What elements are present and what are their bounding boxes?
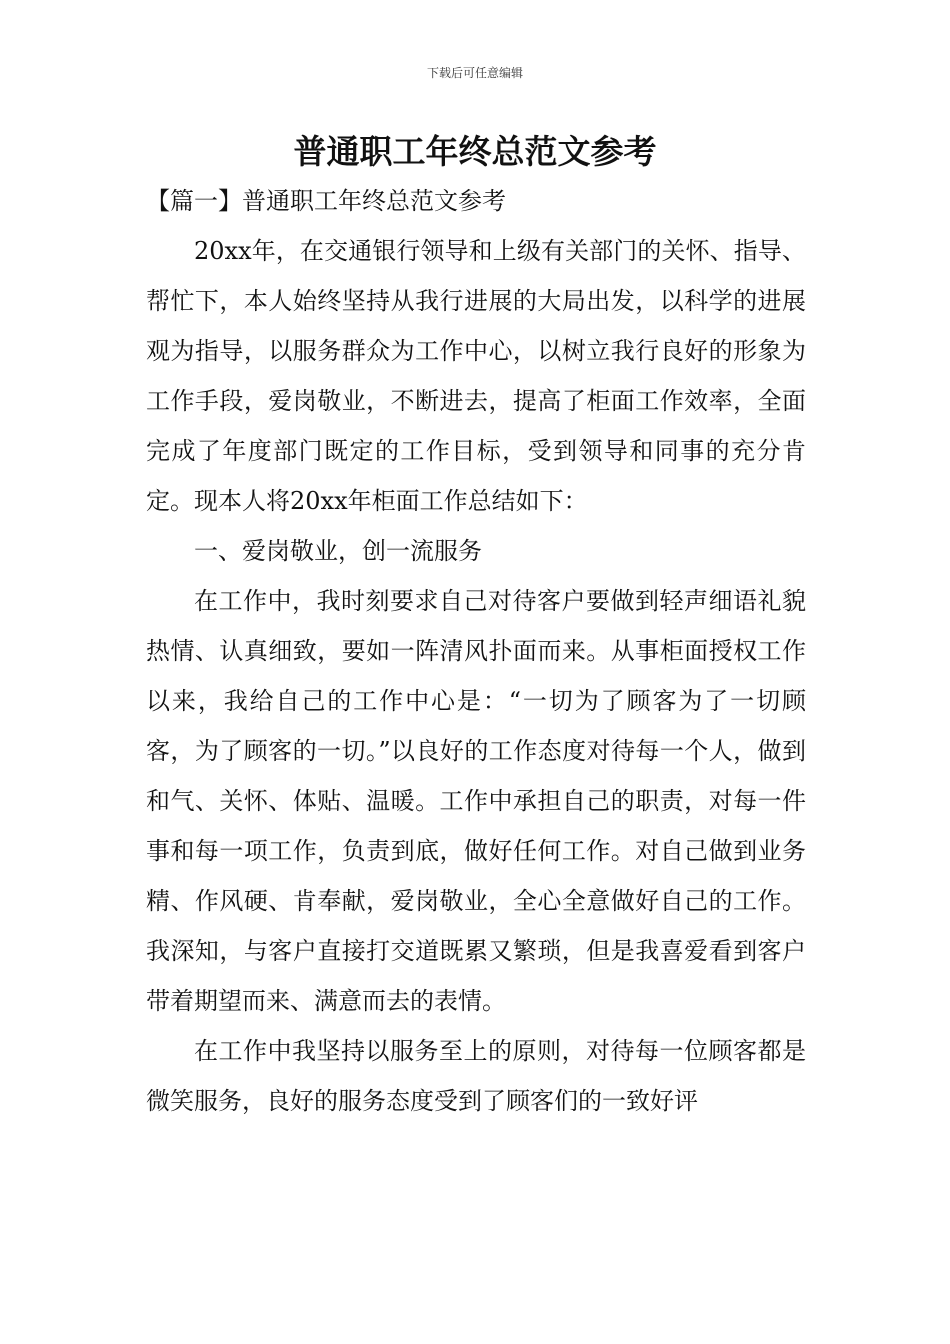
- section-heading-1: 一、爱岗敬业，创一流服务: [194, 537, 482, 565]
- document-title: 普通职工年终总范文参考: [293, 132, 657, 171]
- section-label: 【篇一】普通职工年终总范文参考: [146, 187, 506, 215]
- header-note: 下载后可任意编辑: [426, 66, 523, 80]
- document-body: [146, 226, 806, 1126]
- paragraph-service: 在工作中，我时刻要求自己对待客户要做到轻声细语礼貌热情、认真细致，要如一阵清风扑面而来。从事柜面授权工作以来，我给自己的工作中心是：“一切为了顾客为了一切顾客，为了顾客的一切。”以良好的工作态度对待每一个人，做到和气、关怀、体贴、温暖。工作中承担自己的职责，对每一件事和每一项工作，负责到底，做好任何工作。对自己做到业务精、作风硬、肯奉献，爱岗敬业，全心全意做好自己的工作。我深知，与客户直接打交道既累又繁琐，但是我喜爱看到客户带着期望而来、满意而去的表情。: [146, 587, 806, 1015]
- paragraph-intro: 20xx年，在交通银行领导和上级有关部门的关怀、指导、帮忙下，本人始终坚持从我行进展的大局出发，以科学的进展观为指导，以服务群众为工作中心，以树立我行良好的形象为工作手段，爱岗敬业，不断进去，提高了柜面工作效率，全面完成了年度部门既定的工作目标，受到领导和同事的充分肯定。现本人将20xx年柜面工作总结如下：: [146, 237, 806, 515]
- paragraph-principle: 在工作中我坚持以服务至上的原则，对待每一位顾客都是微笑服务，良好的服务态度受到了顾客们的一致好评: [146, 1037, 806, 1115]
